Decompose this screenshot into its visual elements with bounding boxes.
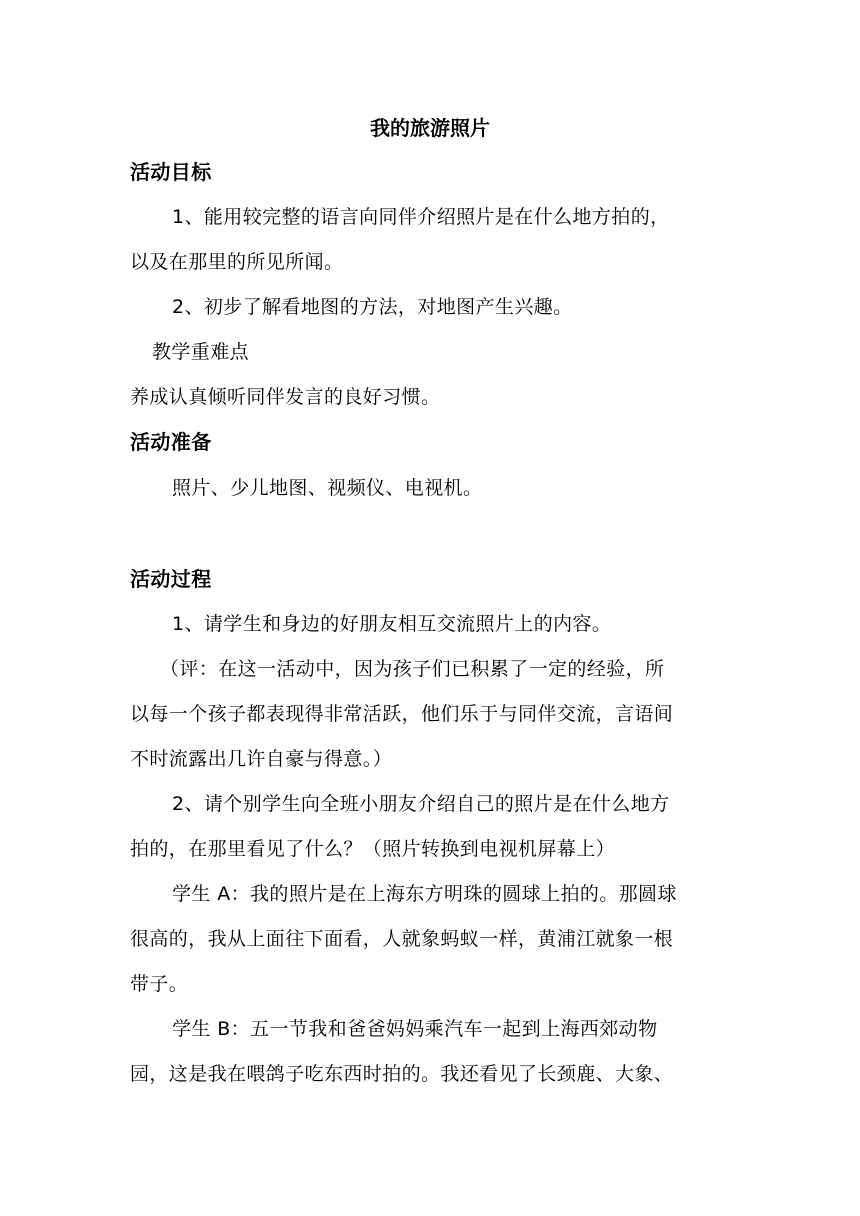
comment-line-3: 不时流露出几许自豪与得意。）	[130, 748, 393, 770]
goal-1-line-2: 以及在那里的所见所闻。	[130, 251, 344, 273]
student-a-line-3: 带子。	[130, 973, 189, 995]
key-points-heading: 教学重难点	[152, 341, 250, 363]
student-a-line-1: 学生 A：我的照片是在上海东方明珠的圆球上拍的。那圆球	[172, 883, 677, 905]
goal-1-line-1: 1、能用较完整的语言向同伴介绍照片是在什么地方拍的，	[172, 206, 670, 228]
step-1: 1、请学生和身边的好朋友相互交流照片上的内容。	[172, 613, 612, 635]
goal-2: 2、初步了解看地图的方法，对地图产生兴趣。	[172, 296, 573, 318]
goals-heading: 活动目标	[130, 160, 212, 184]
student-a-line-2: 很高的，我从上面往下面看，人就象蚂蚁一样，黄浦江就象一根	[130, 928, 674, 950]
prep-text: 照片、少儿地图、视频仪、电视机。	[172, 477, 483, 499]
student-b-line-1: 学生 B：五一节我和爸爸妈妈乘汽车一起到上海西郊动物	[172, 1018, 658, 1040]
key-points-text: 养成认真倾听同伴发言的良好习惯。	[130, 386, 441, 408]
process-heading: 活动过程	[130, 567, 212, 591]
comment-line-1: （评：在这一活动中，因为孩子们已积累了一定的经验，所	[160, 658, 665, 680]
student-b-line-2: 园，这是我在喂鸽子吃东西时拍的。我还看见了长颈鹿、大象、	[130, 1063, 674, 1085]
document-title: 我的旅游照片	[370, 116, 490, 140]
prep-heading: 活动准备	[130, 430, 212, 454]
step-2-line-1: 2、请个别学生向全班小朋友介绍自己的照片是在什么地方	[172, 793, 670, 815]
comment-line-2: 以每一个孩子都表现得非常活跃，他们乐于与同伴交流，言语间	[130, 703, 674, 725]
step-2-line-2: 拍的，在那里看见了什么？（照片转换到电视机屏幕上）	[130, 838, 616, 860]
